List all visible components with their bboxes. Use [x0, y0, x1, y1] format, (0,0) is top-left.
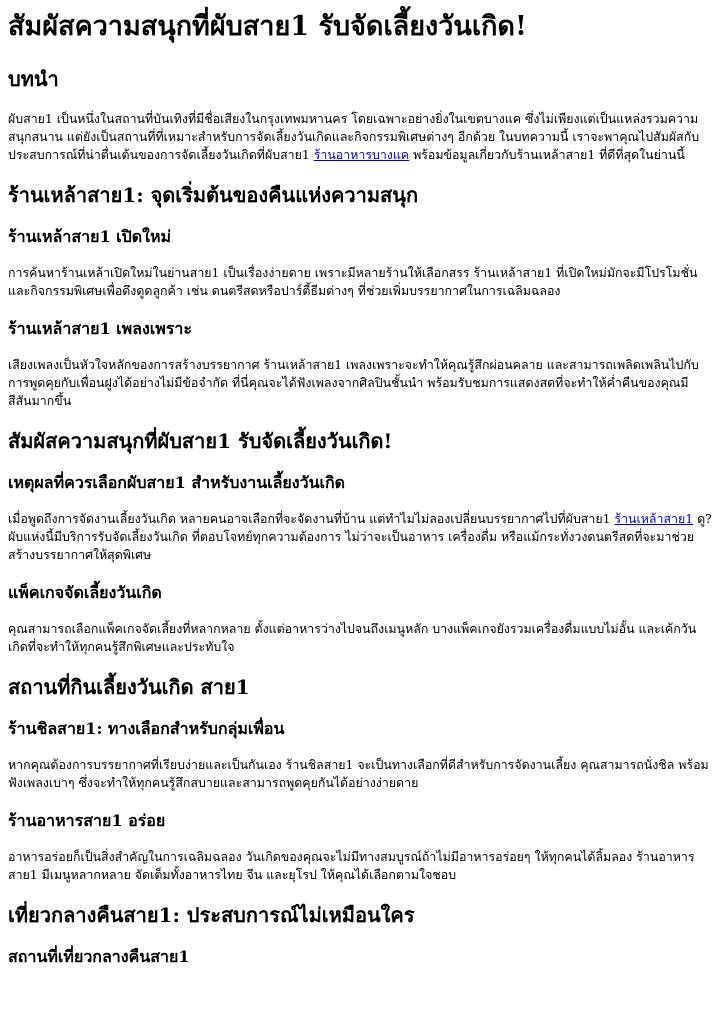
reasons-text-2: ดู? ผับแห่งนี้มีบริการรับจัดเลี้ยงวันเกิด ที่ตอบโจทย์ทุกความต้องการ ไม่ว่าจะเป็นอาหาร เครื่องดื่ม หรือแม้กระทั่งวงดนตรีสดที่จะมาช่วยสร้างบรรยากาศให้สุดพิเศษ: [8, 511, 712, 562]
bangkhae-restaurant-link[interactable]: ร้านอาหารบางแค: [313, 147, 410, 162]
restaurant-heading: ร้านอาหารสาย1 อร่อย: [8, 811, 166, 830]
page-title: สัมผัสความสนุกที่ผับสาย1 รับจัดเลี้ยงวันเกิด!: [8, 11, 527, 42]
section-bar-heading: ร้านเหล้าสาย1: จุดเริ่มต้นของคืนแห่งความสนุก: [8, 183, 419, 207]
sai1-bar-link[interactable]: ร้านเหล้าสาย1: [614, 511, 694, 526]
music-bar-paragraph: เสียงเพลงเป็นหัวใจหลักของการสร้างบรรยากาศ ร้านเหล้าสาย1 เพลงเพราะจะทำให้คุณรู้สึกผ่อนคลาย และสามารถเพลิดเพลินไปกับการพูดคุยกับเพื่อนฝูงได้อย่างไม่มีข้อจำกัด ที่นี่คุณจะได้ฟังเพลงจากศิลปินชั้นนำ พร้อมรับชมการแสดงสดที่จะทำให้ค่ำคืนของคุณมีสีสันมากขึ้น: [8, 357, 699, 408]
new-bar-heading: ร้านเหล้าสาย1 เปิดใหม่: [8, 227, 172, 246]
reasons-text-1: เมื่อพูดถึงการจัดงานเลี้ยงวันเกิด หลายคนอาจเลือกที่จะจัดงานที่บ้าน แต่ทำไมไม่ลองเปลี่ยนบรรยากาศไปที่ผับสาย1: [8, 511, 615, 526]
nightlife-places-heading: สถานที่เที่ยวกลางคืนสาย1: [8, 947, 190, 966]
package-heading: แพ็คเกจจัดเลี้ยงวันเกิด: [8, 583, 162, 602]
section-venue-heading: สถานที่กินเลี้ยงวันเกิด สาย1: [8, 675, 250, 699]
chill-bar-paragraph: หากคุณต้องการบรรยากาศที่เรียบง่ายและเป็นกันเอง ร้านชิลสาย1 จะเป็นทางเลือกที่ดีสำหรับการจัดงานเลี้ยง คุณสามารถนั่งชิล พร้อมฟังเพลงเบาๆ ซึ่งจะทำให้ทุกคนรู้สึกสบายและสามารถพูดคุยกันได้อย่างง่ายดาย: [8, 757, 709, 790]
intro-heading: บทนำ: [8, 67, 59, 91]
intro-text-2: พร้อมข้อมูลเกี่ยวกับร้านเหล้าสาย1 ที่ดีที่สุดในย่านนี้: [409, 147, 685, 162]
intro-text-1: ผับสาย1 เป็นหนึ่งในสถานที่บันเทิงที่มีชื่อเสียงในกรุงเทพมหานคร โดยเฉพาะอย่างยิ่งในเขตบางแค ซึ่งไม่เพียงแต่เป็นแหล่งรวมความสนุกสนาน แต่ยังเป็นสถานที่ที่เหมาะสำหรับการจัดเลี้ยงวันเกิดและกิจกรรมพิเศษต่างๆ อีกด้วย ในบทความนี้ เราจะพาคุณไปสัมผัสกับประสบการณ์ที่น่าตื่นเต้นของการจัดเลี้ยงวันเกิดที่ผับสาย1: [8, 111, 700, 162]
intro-paragraph: [8, 110, 712, 164]
package-paragraph: คุณสามารถเลือกแพ็คเกจจัดเลี้ยงที่หลากหลาย ตั้งแต่อาหารว่างไปจนถึงเมนูหลัก บางแพ็คเกจยังรวมเครื่องดื่มแบบไม่อั้น และเค้กวันเกิดที่จะทำให้ทุกคนรู้สึกพิเศษและประทับใจ: [8, 621, 697, 654]
reasons-paragraph: [8, 510, 712, 564]
reasons-heading: เหตุผลที่ควรเลือกผับสาย1 สำหรับงานเลี้ยงวันเกิด: [8, 473, 346, 492]
new-bar-paragraph: การค้นหาร้านเหล้าเปิดใหม่ในย่านสาย1 เป็นเรื่องง่ายดาย เพราะมีหลายร้านให้เลือกสรร ร้านเหล้าสาย1 ที่เปิดใหม่มักจะมีโปรโมชั่นและกิจกรรมพิเศษเพื่อดึงดูดลูกค้า เช่น ดนตรีสดหรือปาร์ตี้ธีมต่างๆ ที่ช่วยเพิ่มบรรยากาศในการเฉลิมฉลอง: [8, 265, 698, 298]
chill-bar-heading: ร้านชิลสาย1: ทางเลือกสำหรับกลุ่มเพื่อน: [8, 719, 285, 738]
restaurant-paragraph: อาหารอร่อยก็เป็นสิ่งสำคัญในการเฉลิมฉลอง วันเกิดของคุณจะไม่มีทางสมบูรณ์ถ้าไม่มีอาหารอร่อยๆ ให้ทุกคนได้ลิ้มลอง ร้านอาหารสาย1 มีเมนูหลากหลาย จัดเต็มทั้งอาหารไทย จีน และยุโรป ให้คุณได้เลือกตามใจชอบ: [8, 849, 695, 882]
section-birthday-heading: สัมผัสความสนุกที่ผับสาย1 รับจัดเลี้ยงวันเกิด!: [8, 429, 393, 453]
music-bar-heading: ร้านเหล้าสาย1 เพลงเพราะ: [8, 319, 192, 338]
section-nightlife-heading: เที่ยวกลางคืนสาย1: ประสบการณ์ไม่เหมือนใคร: [8, 903, 415, 927]
